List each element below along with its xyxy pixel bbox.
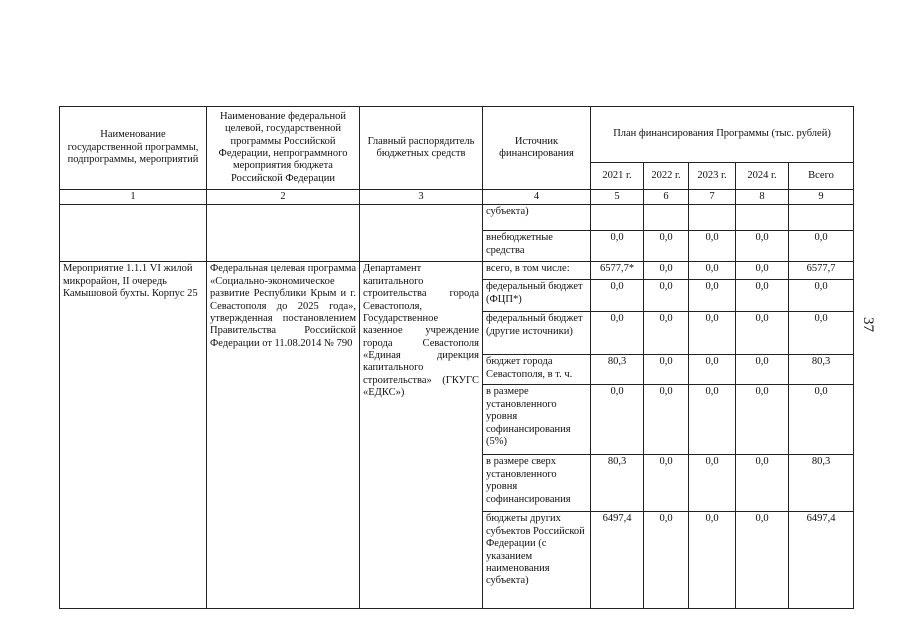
value-cell: 6577,7* (591, 262, 644, 280)
value-cell: 0,0 (736, 455, 789, 512)
value-cell: 0,0 (644, 512, 689, 609)
empty-cell (591, 205, 644, 231)
value-cell: 0,0 (644, 312, 689, 355)
source-cell: в размере сверх установленного уровня софинансирования (483, 455, 591, 512)
activity-program: Федеральная целевая программа «Социально-экономическое развитие Республики Крым и г. Севастополя до 2025 года», утвержденная постановлением Правительства Российской Федерации от 11.08.2014 № 790 (207, 262, 360, 609)
value-cell: 0,0 (689, 512, 736, 609)
column-number: 8 (736, 190, 789, 205)
value-cell: 0,0 (789, 280, 854, 312)
financing-table (59, 106, 854, 609)
value-cell: 0,0 (736, 231, 789, 262)
empty-cell (789, 205, 854, 231)
value-cell: 0,0 (736, 280, 789, 312)
value-cell: 80,3 (789, 355, 854, 385)
value-cell: 0,0 (644, 385, 689, 455)
column-number: 5 (591, 190, 644, 205)
value-cell: 80,3 (591, 355, 644, 385)
source-cell: федеральный бюджет (другие источники) (483, 312, 591, 355)
value-cell: 6497,4 (789, 512, 854, 609)
value-cell: 0,0 (736, 512, 789, 609)
table-row (60, 205, 854, 231)
header-year: 2023 г. (689, 163, 736, 190)
value-cell: 0,0 (736, 355, 789, 385)
page-number: 37 (860, 317, 876, 332)
value-cell: 0,0 (789, 231, 854, 262)
header-year-total: Всего (789, 163, 854, 190)
value-cell: 0,0 (689, 262, 736, 280)
column-number: 2 (207, 190, 360, 205)
header-financing-plan: План финансирования Программы (тыс. рублей) (591, 107, 854, 163)
value-cell: 80,3 (591, 455, 644, 512)
header-funding-source: Источник финансирования (483, 107, 591, 190)
table-row (60, 262, 854, 280)
value-cell: 0,0 (591, 231, 644, 262)
empty-cell (689, 205, 736, 231)
header-program-name: Наименование государственной программы, подпрограммы, мероприятий (60, 107, 207, 190)
value-cell: 0,0 (736, 312, 789, 355)
value-cell: 0,0 (689, 385, 736, 455)
value-cell: 0,0 (644, 262, 689, 280)
value-cell: 0,0 (689, 312, 736, 355)
value-cell: 6577,7 (789, 262, 854, 280)
value-cell: 6497,4 (591, 512, 644, 609)
value-cell: 0,0 (689, 231, 736, 262)
empty-cell (644, 205, 689, 231)
empty-cell (360, 205, 483, 262)
value-cell: 0,0 (789, 385, 854, 455)
value-cell: 0,0 (689, 355, 736, 385)
column-number: 3 (360, 190, 483, 205)
value-cell: 0,0 (789, 312, 854, 355)
header-year: 2022 г. (644, 163, 689, 190)
value-cell: 0,0 (644, 231, 689, 262)
column-number: 9 (789, 190, 854, 205)
empty-cell (207, 205, 360, 262)
header-federal-program: Наименование федеральной целевой, государственной программы Российской Федерации, непрограммного мероприятия бюджета Российской Федерации (207, 107, 360, 190)
empty-cell (60, 205, 207, 262)
source-cell: внебюджетные средства (483, 231, 591, 262)
empty-cell (736, 205, 789, 231)
header-budget-manager: Главный распорядитель бюджетных средств (360, 107, 483, 190)
header-year: 2021 г. (591, 163, 644, 190)
source-cell: всего, в том числе: (483, 262, 591, 280)
value-cell: 0,0 (736, 262, 789, 280)
header-year: 2024 г. (736, 163, 789, 190)
source-cell: федеральный бюджет (ФЦП*) (483, 280, 591, 312)
column-number: 6 (644, 190, 689, 205)
value-cell: 0,0 (644, 355, 689, 385)
source-cell: в размере установленного уровня софинансирования (5%) (483, 385, 591, 455)
value-cell: 80,3 (789, 455, 854, 512)
source-cell: субъекта) (483, 205, 591, 231)
value-cell: 0,0 (591, 280, 644, 312)
activity-name: Мероприятие 1.1.1 VI жилой микрорайон, II очередь Камышовой бухты. Корпус 25 (60, 262, 207, 609)
value-cell: 0,0 (644, 280, 689, 312)
column-number: 1 (60, 190, 207, 205)
value-cell: 0,0 (591, 312, 644, 355)
source-cell: бюджеты других субъектов Российской Федерации (с указанием наименования субъекта) (483, 512, 591, 609)
value-cell: 0,0 (689, 455, 736, 512)
column-number: 4 (483, 190, 591, 205)
source-cell: бюджет города Севастополя, в т. ч. (483, 355, 591, 385)
column-number: 7 (689, 190, 736, 205)
value-cell: 0,0 (689, 280, 736, 312)
value-cell: 0,0 (644, 455, 689, 512)
value-cell: 0,0 (736, 385, 789, 455)
value-cell: 0,0 (591, 385, 644, 455)
activity-manager: Департамент капитального строительства города Севастополя, Государственное казенное учреждение города Севастополя «Единая дирекция капитального строительства» (ГКУГС «ЕДКС») (360, 262, 483, 609)
